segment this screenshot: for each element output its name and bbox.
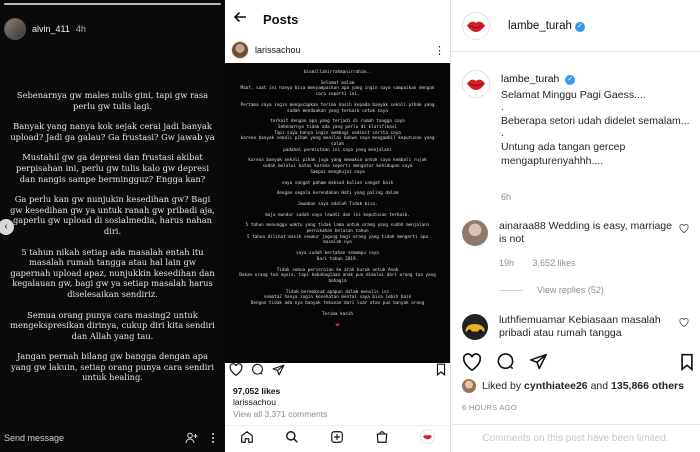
comment-meta — [499, 258, 576, 268]
post-author-username[interactable] — [508, 20, 585, 32]
comment-text-block — [499, 314, 678, 340]
story-footer — [0, 424, 225, 452]
post-image-text — [225, 63, 450, 363]
image-text-line: Tidak bermaksud apapun dalam menulis ini semata2 hanya ingin kesehatan mental saya bisa lebih baik Dengan tidak ada nya banyak tekanan dari luar atas pun banyak orang — [250, 289, 425, 307]
comment-row — [462, 220, 690, 246]
caption-line: Selamat Minggu Pagi Gaess.... — [501, 89, 646, 101]
liked-by-others[interactable]: 135,866 others — [611, 380, 684, 392]
comment-like-icon[interactable] — [678, 314, 690, 340]
caption-username[interactable]: lambe_turah — [501, 73, 560, 85]
story-paragraph: Banyak yang nanya kok sejak cerai jadi banyak upload? Jadi ga galau? Ga frustasi? Gw jawab ya — [10, 121, 215, 142]
comment-text: Wedding is easy, marriage is not — [499, 220, 672, 245]
posts-title: Posts — [263, 11, 299, 27]
image-text-line: terkait dengan apa yang terjadi di rumah tangga saya Sebenarnya tidak ada yang perlu di klarifikasi Tapi saya hanya ingin membagi sedikit cerita saya karena banyak sekali pihak yang menilai bahwa saya mengambil keputusan yang salah padahal permintaan ini saya yang menjalani — [240, 119, 435, 153]
view-comments-link[interactable]: View all 3,371 comments — [233, 409, 328, 419]
post-detail-panel — [450, 0, 700, 452]
more-vertical-icon[interactable] — [205, 430, 221, 446]
bookmark-icon[interactable] — [680, 353, 694, 376]
liked-by-prefix: Liked by — [482, 380, 525, 392]
verified-badge-icon: ✓ — [575, 22, 585, 32]
story-paragraph: Ga perlu kan gw nunjukin kesedihan gw? Bagi gw kesedihan gw ya untuk ranah gw pribadi aja, gaperlu gw upload di sosialmedia, harus nahan diri. — [10, 194, 215, 236]
comment-like-icon[interactable] — [678, 220, 690, 246]
story-text — [8, 90, 217, 393]
story-paragraph: Mustahil gw ga depresi dan frustasi akibat perpisahan ini, perlu gw tulis kalo gw depresi dan nangis sampe bermingguz? Engga kan? — [16, 152, 209, 184]
share-icon[interactable] — [272, 363, 285, 381]
add-person-icon[interactable] — [183, 430, 199, 446]
story-header — [4, 16, 221, 42]
image-text-line: saya sangat paham maksud kalian sangat baik — [281, 180, 394, 186]
image-text-line: bismillahirrahmanirrahim.. — [303, 70, 372, 75]
post-action-bar — [462, 353, 694, 375]
commenter-username[interactable]: ainaraa88 — [499, 220, 546, 232]
author-name-text: lambe_turah — [508, 19, 572, 32]
commenter-username[interactable]: luthfiemuamar — [499, 314, 566, 326]
new-post-icon[interactable] — [330, 430, 344, 449]
story-username[interactable]: alvin_411 — [32, 24, 70, 34]
story-prev-button[interactable]: ‹ — [0, 219, 14, 235]
verified-badge-icon: ✓ — [565, 75, 575, 85]
post-caption-user[interactable]: larissachou — [233, 397, 276, 407]
post-username[interactable]: larissachou — [255, 45, 301, 55]
comment-row — [462, 314, 690, 340]
caption-line: Untung ada tangan gercep mengapturenyahhh.... — [501, 141, 626, 167]
image-text-line: maju mundur sudah saya lewati dan ini keputusan terbaik. — [265, 212, 410, 218]
posts-panel — [225, 0, 450, 452]
send-message-input[interactable]: Send message — [4, 433, 65, 443]
bookmark-icon[interactable] — [436, 363, 446, 381]
story-paragraph: Sebenarnya gw males nulis gini, tapi gw rasa perlu gw tulis lagi. — [16, 90, 209, 111]
liker-avatar[interactable] — [462, 379, 476, 393]
liked-by-user[interactable]: cynthiatee26 — [524, 380, 588, 392]
post-caption: lambe_turah ✓ Selamat Minggu Pagi Gaess.... . Beberapa setori udah didelet semalam... . Untung ada tangan gercep mengapturenyahhh.... — [501, 72, 692, 170]
story-paragraph: Jangan pernah bilang gw bangga dengan apa yang gw lakuin, setiap orang punya cara sendiri untuk healing. — [11, 351, 214, 383]
image-text-line: Terima kasih — [321, 311, 354, 317]
caption-line: Beberapa setori udah didelet semalam... — [501, 115, 690, 127]
shop-icon[interactable] — [375, 430, 389, 449]
image-text-line: saya sudah bertahan semampu saya Dari tahun 2019. — [296, 251, 379, 262]
caption-time: 6h — [501, 192, 512, 202]
posts-topbar — [225, 0, 450, 38]
comment-icon[interactable] — [496, 352, 515, 376]
post-time-ago: 6 HOURS AGO — [462, 403, 517, 412]
like-icon[interactable] — [462, 353, 482, 376]
image-text-line: Selamat malam Maaf, saat ini hanya bisa menyampaikan apa yang ingin saya sampaikan dengan cara seperti ini. — [240, 80, 435, 98]
post-header — [451, 0, 700, 52]
comment-likes[interactable]: 3,652 likes — [532, 258, 576, 268]
comment-icon[interactable] — [251, 363, 264, 381]
image-text-line: karena banyak sekali pihak juga yang memaksa untuk saya kembali rujuk sudah melalui batas karena seperti mengatur kehidupan saya Sampai menghujat saya — [248, 158, 427, 175]
comment-time: 19h — [499, 258, 515, 268]
image-text-line: 5 tahun menunggu waktu yang tidak lama untuk orang yang sudah menjalani pernikahan belasan tahun 5 tahun dilihat masih seumur jagung bagi orang yang tidak mengerti apa masalah nya — [245, 223, 430, 246]
post-user-row — [231, 38, 444, 62]
story-paragraph: 5 tahun nikah setiap ada masalah entah itu masalah rumah tangga atau hal lain gw gapernah upload apaz, nunjukkin kesedihan dan kegalauan gw, bagi gw ya setiap masalah harus diselesaikan sendiriz. — [10, 246, 215, 299]
comments-limited-notice: Comments on this post have been limited. — [451, 424, 700, 452]
search-icon[interactable] — [285, 430, 299, 449]
view-replies-text: View replies (52) — [537, 285, 604, 295]
home-icon[interactable] — [240, 430, 254, 449]
post-action-bar — [229, 362, 446, 382]
back-arrow-icon[interactable] — [233, 10, 247, 28]
share-icon[interactable] — [529, 353, 548, 375]
story-progress-bar — [4, 3, 221, 5]
liked-by-and: and — [587, 380, 612, 392]
story-time: 4h — [75, 24, 86, 34]
commenter-avatar[interactable] — [462, 220, 488, 246]
post-likes-count[interactable]: 97,052 likes — [233, 386, 281, 396]
liked-by-row — [462, 378, 684, 394]
caption-avatar[interactable] — [462, 70, 490, 98]
post-avatar[interactable] — [231, 41, 249, 59]
comment-text: Kebiasaan masalah pribadi atau rumah tangga — [499, 314, 661, 339]
heart-icon: ❤ — [335, 320, 340, 329]
story-panel — [0, 0, 225, 452]
image-text-line: Jawaban saya adalah Tidak bisa. — [297, 201, 378, 207]
profile-avatar-icon[interactable] — [420, 429, 435, 449]
image-text-line: Pertama saya ingin mengucapkan terima kasih kepada banyak sekali pihak yang sudah mendoakan yang terbaik untuk saya — [240, 102, 435, 114]
bottom-tab-bar — [225, 425, 450, 452]
image-text-line: dengan segala kerendahan Hati yang paling dalam — [276, 191, 399, 197]
view-replies-link[interactable] — [499, 285, 604, 295]
story-paragraph: Semua orang punya cara masing2 untuk mengekspresikan dirinya, cukup diri kita sendiri dan Allah yang tau. — [10, 309, 215, 341]
like-icon[interactable] — [229, 363, 243, 381]
commenter-avatar[interactable] — [462, 314, 488, 340]
more-options-icon[interactable]: ⋮ — [434, 44, 444, 57]
image-text-line: Tidak semua perceraian ke arah buruk untuk Anak Bukan orang tua egois, tapi kebahagiaan anak pun dimulai dari orang tua yang bahagia — [239, 267, 436, 284]
comment-text-block — [499, 220, 678, 246]
lips-logo-avatar[interactable] — [462, 12, 490, 40]
story-avatar[interactable] — [4, 18, 26, 40]
